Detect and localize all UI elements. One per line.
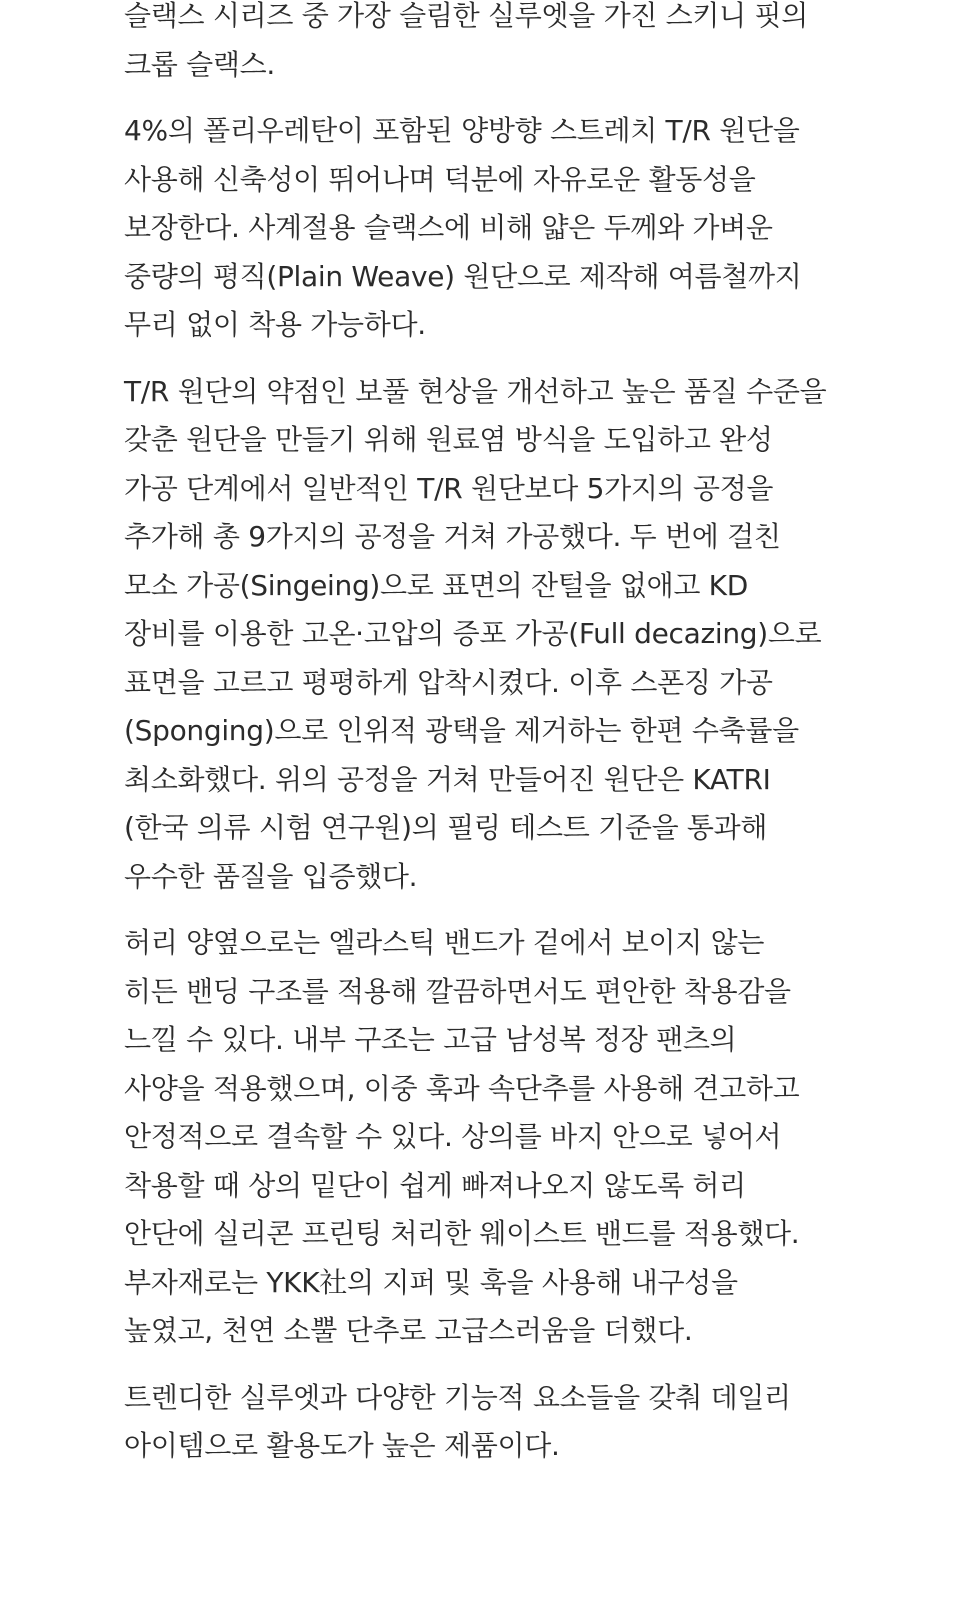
paragraph-processing xyxy=(124,368,884,902)
text-line: 4%의 폴리우레탄이 포함된 양방향 스트레치 T/R 원단을 xyxy=(124,114,800,147)
text-line: 사양을 적용했으며, 이중 훅과 속단추를 사용해 견고하고 xyxy=(124,1071,800,1105)
text-line: 안정적으로 결속할 수 있다. 상의를 바지 안으로 넣어서 xyxy=(124,1120,782,1153)
text-line: 장비를 이용한 고온·고압의 증포 가공(Full decazing)으로 xyxy=(124,617,822,650)
text-line: T/R 원단의 약점인 보풀 현상을 개선하고 높은 품질 수준을 xyxy=(124,374,827,408)
paragraph-fabric xyxy=(124,107,884,350)
text-line: 크롭 슬랙스. xyxy=(124,47,275,81)
text-line: 슬랙스 시리즈 중 가장 슬림한 실루엣을 가진 스키니 핏의 xyxy=(124,0,809,32)
text-line: 트렌디한 실루엣과 다양한 기능적 요소들을 갖춰 데일리 xyxy=(124,1380,791,1414)
paragraph-summary xyxy=(124,1374,884,1471)
text-line: 사용해 신축성이 뛰어나며 덕분에 자유로운 활동성을 xyxy=(124,162,756,196)
text-line: 추가해 총 9가지의 공정을 거쳐 가공했다. 두 번에 걸친 xyxy=(124,520,781,553)
text-line: 느낄 수 있다. 내부 구조는 고급 남성복 정장 팬츠의 xyxy=(124,1023,737,1056)
text-line: 우수한 품질을 입증했다. xyxy=(124,859,418,893)
text-line: 갖춘 원단을 만들기 위해 원료염 방식을 도입하고 완성 xyxy=(124,423,773,456)
product-description xyxy=(124,0,884,1489)
text-line: 허리 양옆으로는 엘라스틱 밴드가 겉에서 보이지 않는 xyxy=(124,926,765,959)
paragraph-silhouette xyxy=(124,0,884,89)
text-line: (Sponging)으로 인위적 광택을 제거하는 한편 수축률을 xyxy=(124,714,799,747)
text-line: 모소 가공(Singeing)으로 표면의 잔털을 없애고 KD xyxy=(124,568,748,602)
text-line: (한국 의류 시험 연구원)의 필링 테스트 기준을 통과해 xyxy=(124,811,768,844)
text-line: 아이템으로 활용도가 높은 제품이다. xyxy=(124,1429,560,1462)
text-line: 착용할 때 상의 밑단이 쉽게 빠져나오지 않도록 허리 xyxy=(124,1168,746,1202)
text-line: 히든 밴딩 구조를 적용해 깔끔하면서도 편안한 착용감을 xyxy=(124,974,791,1008)
text-line: 부자재로는 YKK社의 지퍼 및 훅을 사용해 내구성을 xyxy=(124,1265,738,1299)
text-line: 표면을 고르고 평평하게 압착시켰다. 이후 스폰징 가공 xyxy=(124,665,773,699)
text-line: 가공 단계에서 일반적인 T/R 원단보다 5가지의 공정을 xyxy=(124,471,774,505)
text-line: 보장한다. 사계절용 슬랙스에 비해 얇은 두께와 가벼운 xyxy=(124,211,773,244)
text-line: 높였고, 천연 소뿔 단추로 고급스러움을 더했다. xyxy=(124,1314,693,1347)
text-line: 안단에 실리콘 프린팅 처리한 웨이스트 밴드를 적용했다. xyxy=(124,1217,800,1250)
text-line: 무리 없이 착용 가능하다. xyxy=(124,308,426,341)
paragraph-waistband xyxy=(124,919,884,1356)
text-line: 최소화했다. 위의 공정을 거쳐 만들어진 원단은 KATRI xyxy=(124,762,771,796)
text-line: 중량의 평직(Plain Weave) 원단으로 제작해 여름철까지 xyxy=(124,259,802,293)
